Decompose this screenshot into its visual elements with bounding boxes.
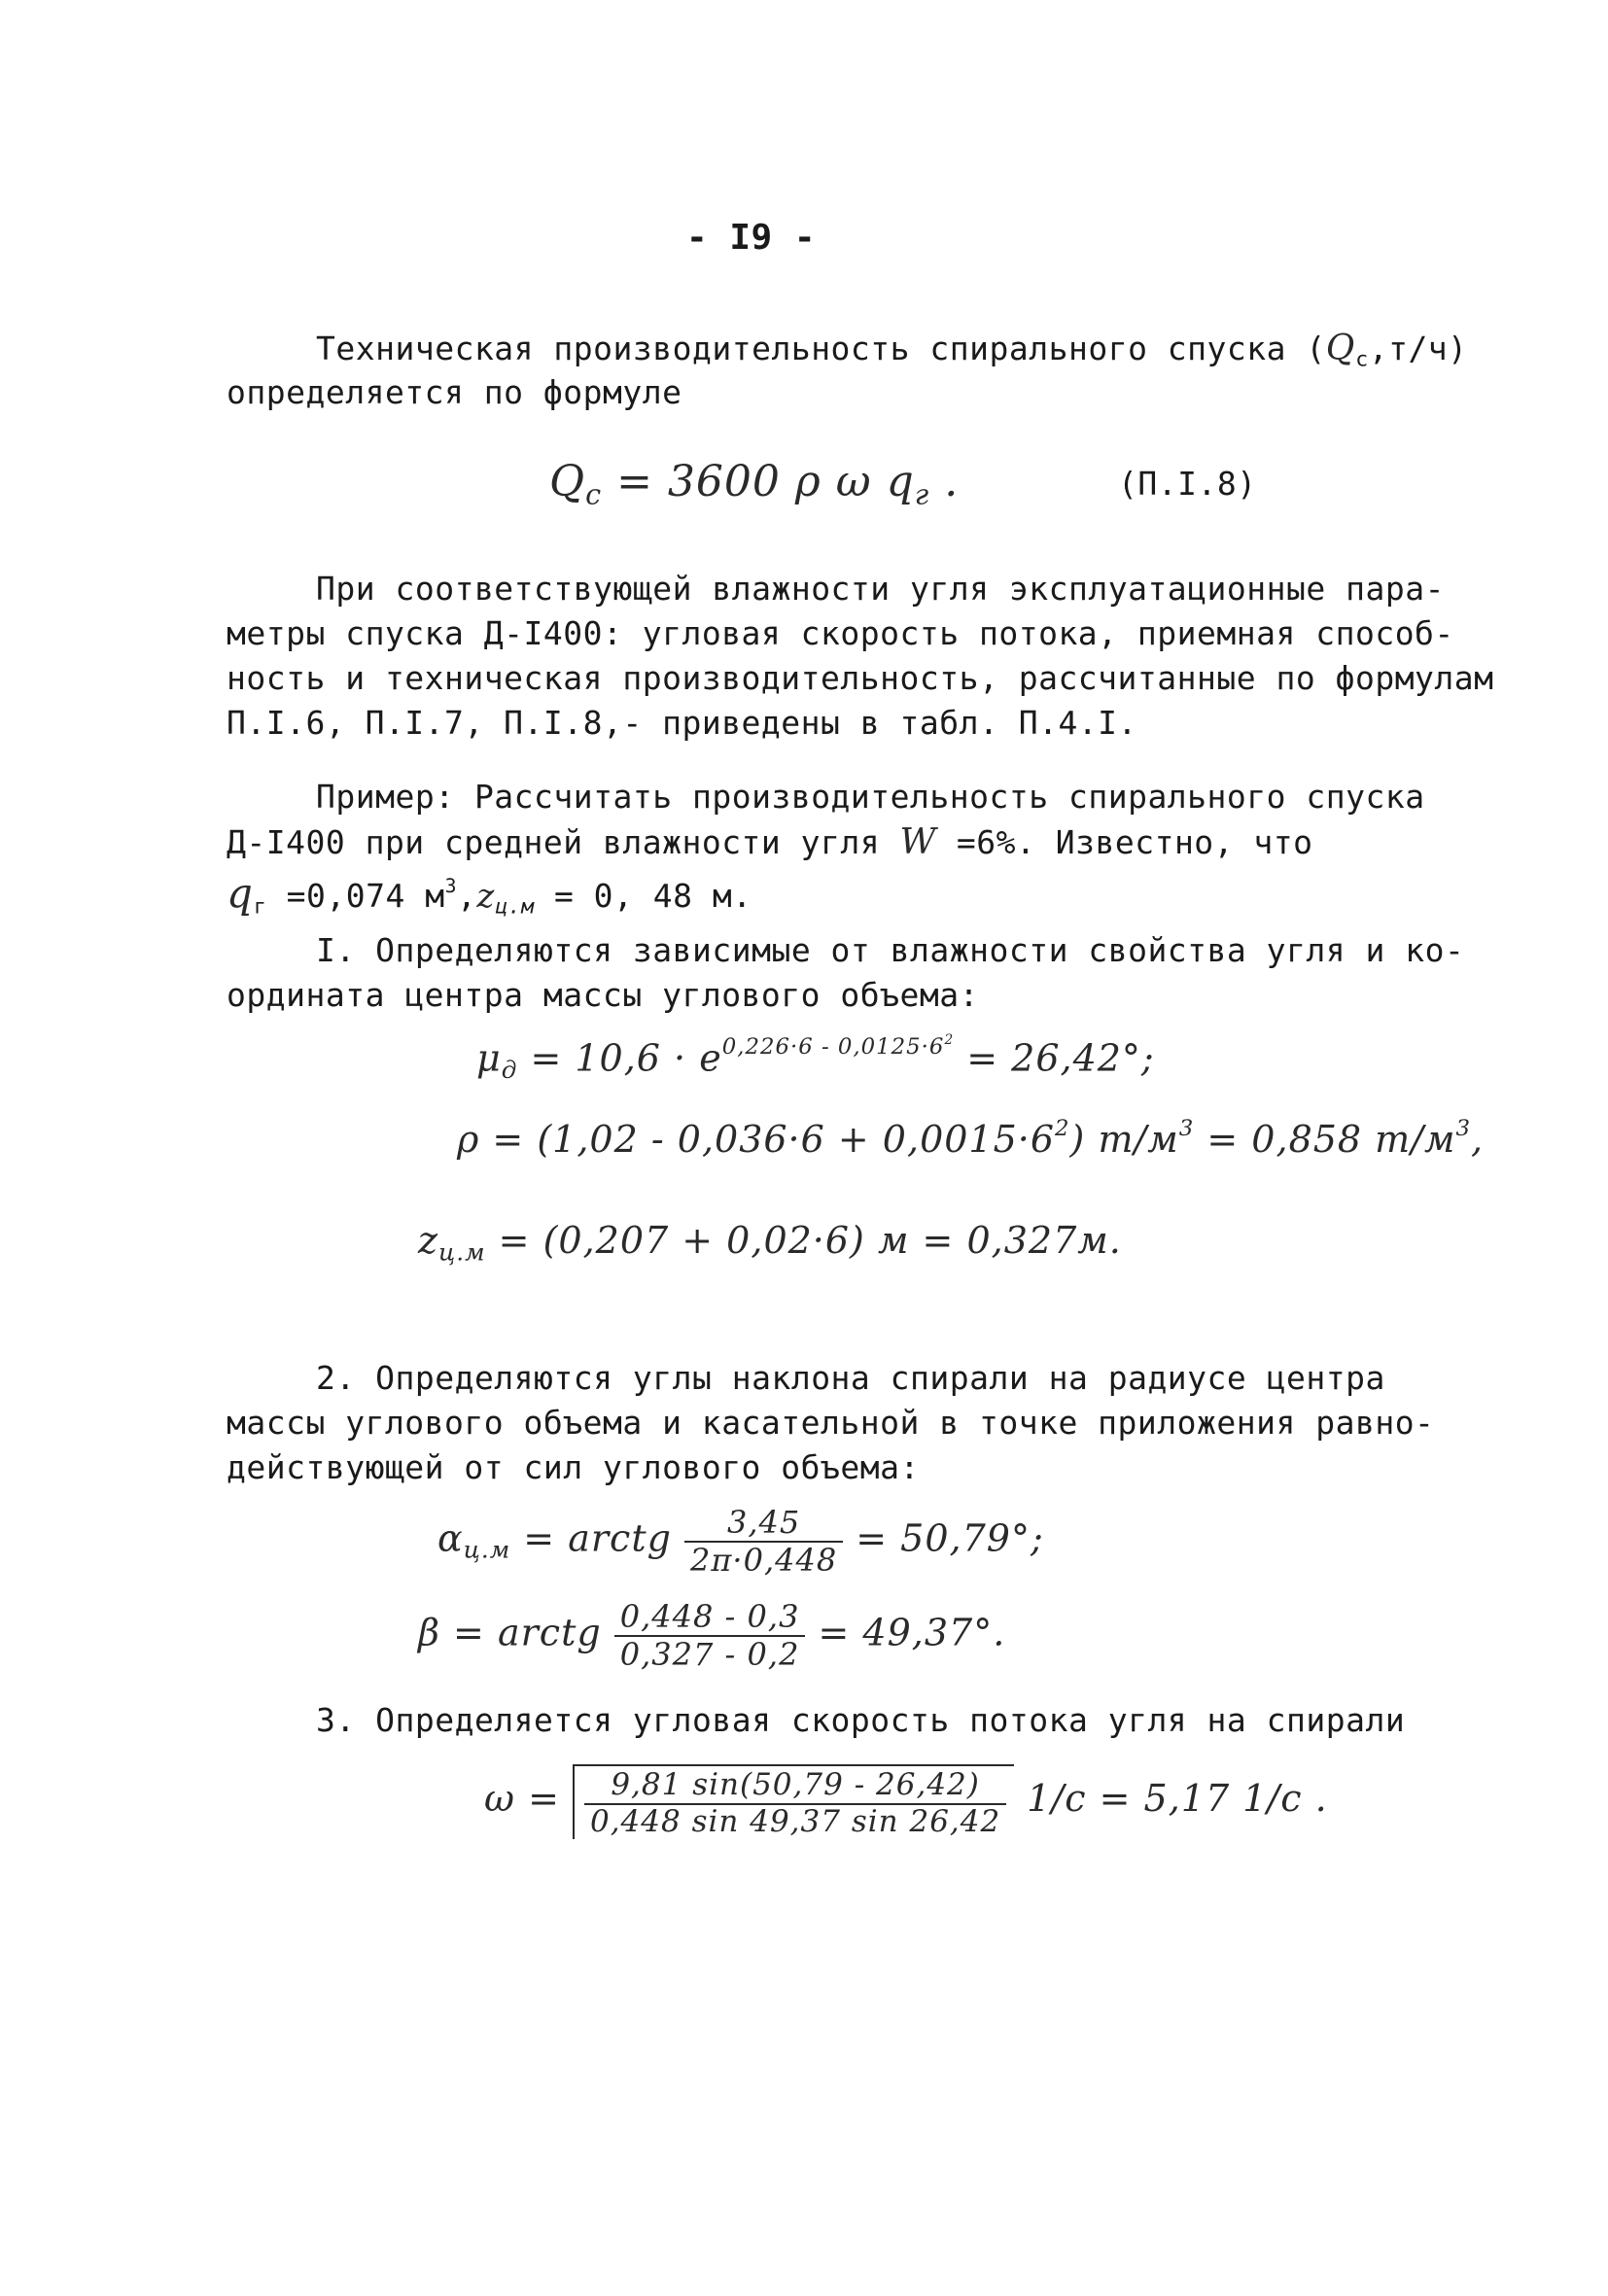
page-number: - I9 -	[686, 218, 817, 258]
eq-alpha-fraction	[684, 1505, 843, 1579]
example-var-q: q	[227, 869, 254, 917]
eq-rho-c: = 0,858 т/м	[1194, 1118, 1456, 1162]
para2-line-1: При соответствующей влажности угля эксплуатационные пара-	[316, 570, 1445, 608]
formula-main	[549, 457, 959, 511]
equation-omega	[484, 1764, 1328, 1839]
step2-line-3: действующей от сил углового объема:	[227, 1448, 920, 1486]
equation-alpha	[437, 1505, 1044, 1579]
formula-main-rhs-sub: г	[914, 477, 930, 511]
equation-rho	[457, 1116, 1484, 1161]
example-line-2	[227, 822, 1313, 862]
eq-mu-b: = 26,42°;	[954, 1036, 1155, 1080]
intro-line-1	[316, 329, 1468, 371]
example-line-1: Пример: Рассчитать производительность спирального спуска	[316, 778, 1425, 816]
intro-text-b: ,т/ч)	[1368, 330, 1468, 367]
formula-main-lhs: Q	[549, 457, 586, 506]
intro-line-2: определяется по формуле	[227, 373, 682, 411]
formula-main-number: (П.I.8)	[1118, 465, 1257, 503]
intro-text-a: Техническая производительность спирального спуска (	[316, 330, 1326, 367]
formula-main-rhs: = 3600 ρ ω q	[602, 457, 915, 506]
eq-beta-fraction	[614, 1599, 806, 1673]
equation-z	[418, 1219, 1122, 1266]
para2-line-2: метры спуска Д-I400: угловая скорость потока, приемная способ-	[227, 614, 1454, 652]
eq-omega-b: 1/с = 5,17 1/с .	[1014, 1777, 1328, 1821]
step1-line-2: ордината центра массы углового объема:	[227, 976, 979, 1014]
eq-beta-num: 0,448 - 0,3	[614, 1599, 806, 1637]
example-var-q-sub: г	[253, 894, 267, 920]
eq-omega-num: 9,81 sin(50,79 - 26,42)	[584, 1768, 1006, 1805]
eq-beta-den: 0,327 - 0,2	[619, 1635, 800, 1673]
eq-beta-b: = 49,37°.	[805, 1611, 1006, 1654]
eq-z-rhs: = (0,207 + 0,02·6) м = 0,327м.	[485, 1219, 1122, 1262]
eq-alpha-a: = arctg	[510, 1516, 672, 1560]
eq-alpha-lhs: α	[437, 1516, 464, 1560]
eq-mu-lhs: μ	[476, 1036, 502, 1080]
eq-rho-sup3: 3	[1455, 1116, 1472, 1141]
eq-mu-exp-text: 0,226·6 - 0,0125·6	[721, 1034, 945, 1061]
example-sup-3: 3	[444, 875, 458, 898]
eq-omega-lhs: ω =	[484, 1777, 573, 1821]
step3-line-1: 3. Определяется угловая скорость потока угля на спирали	[316, 1701, 1406, 1739]
eq-alpha-lhs-sub: ц.м	[463, 1535, 511, 1564]
example-line-3	[227, 869, 752, 919]
equation-mu	[476, 1032, 1155, 1084]
eq-mu-exp	[722, 1034, 954, 1060]
para2-line-4: П.I.6, П.I.7, П.I.8,- приведены в табл. П.4.I.	[227, 704, 1137, 742]
step1-line-1: I. Определяются зависимые от влажности свойства угля и ко-	[316, 931, 1465, 969]
formula-main-lhs-sub: с	[585, 477, 603, 511]
example-var-w: W	[899, 822, 937, 862]
example-var-z: z	[476, 877, 496, 916]
intro-var-q: Q	[1325, 329, 1356, 368]
eq-z-lhs: z	[418, 1219, 439, 1262]
example-text-c: =0,074 м	[266, 877, 445, 915]
eq-mu-a: = 10,6 · e	[517, 1036, 722, 1080]
example-text-d: = 0, 48 м.	[534, 877, 752, 915]
eq-rho-d: ,	[1471, 1118, 1485, 1162]
example-text-b: =6%. Известно, что	[936, 823, 1313, 861]
eq-beta-a: = arctg	[439, 1611, 602, 1654]
eq-alpha-num: 3,45	[684, 1505, 843, 1543]
eq-omega-fraction	[584, 1768, 1006, 1839]
formula-main-end: .	[929, 457, 960, 506]
eq-z-lhs-sub: ц.м	[438, 1237, 486, 1267]
eq-rho-a: ρ = (1,02 - 0,036·6 + 0,0015·6	[457, 1118, 1056, 1162]
eq-omega-sqrt	[573, 1764, 1014, 1839]
example-text-a: Д-I400 при средней влажности угля	[227, 823, 900, 861]
step2-line-2: массы углового объема и касательной в точке приложения равно-	[227, 1404, 1435, 1442]
eq-mu-lhs-sub: д	[501, 1055, 518, 1084]
example-comma: ,	[457, 877, 477, 915]
eq-omega-den: 0,448 sin 49,37 sin 26,42	[589, 1803, 1001, 1839]
intro-var-q-sub: с	[1355, 347, 1369, 372]
eq-alpha-den: 2π·0,448	[690, 1541, 838, 1579]
eq-beta-lhs: β	[418, 1611, 440, 1654]
eq-rho-sup: 2	[1055, 1116, 1070, 1141]
step2-line-1: 2. Определяются углы наклона спирали на радиусе центра	[316, 1359, 1385, 1397]
eq-rho-b: ) т/м	[1069, 1118, 1179, 1162]
eq-mu-exp-sup: 2	[944, 1032, 955, 1048]
eq-rho-sup2: 3	[1178, 1116, 1195, 1141]
equation-beta	[418, 1599, 1005, 1673]
eq-alpha-b: = 50,79°;	[843, 1516, 1044, 1560]
para2-line-3: ность и техническая производительность, рассчитанные по формулам	[227, 659, 1494, 697]
example-var-z-sub: ц.м	[495, 894, 535, 920]
